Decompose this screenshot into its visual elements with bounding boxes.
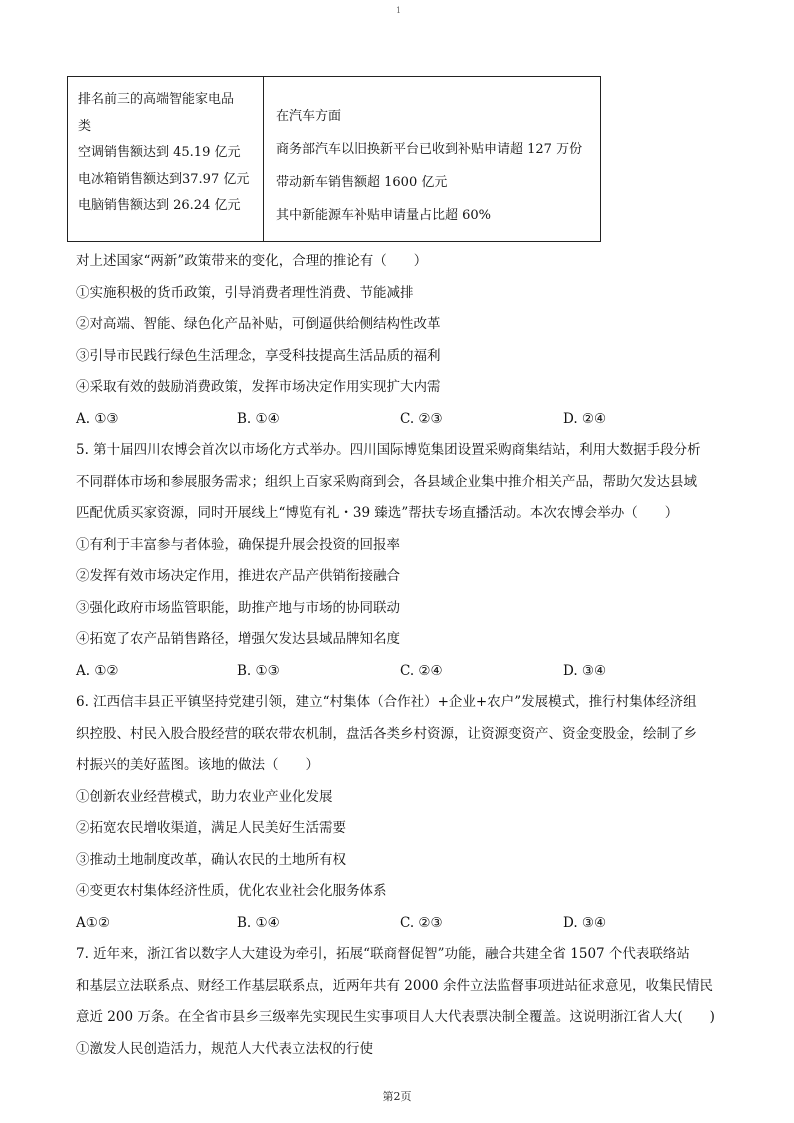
table-text-line: 商务部汽车以旧换新平台已收到补贴申请超 127 万份 xyxy=(276,142,583,157)
table-text-line: 其中新能源车补贴申请量占比超 60% xyxy=(276,208,492,223)
question-6-stem: 村振兴的美好蓝图。该地的做法（ ） xyxy=(76,757,319,773)
statement-item: ①激发人民创造活力，规范人大代表立法权的行使 xyxy=(76,1040,373,1057)
option-b[interactable]: B. ①④ xyxy=(237,914,280,931)
question-5-stem: 不同群体市场和参展服务需求；组织上百家采购商到会，各县域企业集中推介相关产品，帮助欠发达县域 xyxy=(76,473,697,490)
option-d[interactable]: D. ②④ xyxy=(563,410,607,427)
table-text-line: 电冰箱销售额达到37.97 亿元 xyxy=(78,171,250,187)
option-a[interactable]: A. ①② xyxy=(76,662,119,679)
page-number: 第2页 xyxy=(382,1090,412,1103)
statement-item: ④变更农村集体经济性质，优化农业社会化服务体系 xyxy=(76,883,387,899)
table-text-line: 在汽车方面 xyxy=(276,109,342,124)
table-text-line: 电脑销售额达到 26.24 亿元 xyxy=(78,198,241,213)
question-7-stem: 和基层立法联系点、财经工作基层联系点，近两年共有 2000 余件立法监督事项进站征求意见，收集民情民 xyxy=(76,977,713,994)
question-7-stem: 7. 近年来，浙江省以数字人大建设为牵引，拓展“联商督促智”功能，融合共建全省 1507 个代表联络站 xyxy=(76,946,690,962)
question-6-options xyxy=(76,908,726,940)
question-4-options xyxy=(76,404,726,436)
statement-item: ①有利于丰富参与者体验，确保提升展会投资的回报率 xyxy=(76,536,400,553)
data-table xyxy=(67,76,601,242)
statement-item: ③引导市民践行绿色生活理念，享受科技提高生活品质的福利 xyxy=(76,347,441,364)
statement-item: ②对高端、智能、绿色化产品补贴，可倒逼供给侧结构性改革 xyxy=(76,316,441,332)
statement-item: ②发挥有效市场决定作用，推进农产品产供销衔接融合 xyxy=(76,568,400,584)
option-b[interactable]: B. ①④ xyxy=(237,410,280,427)
statement-item: ③推动土地制度改革，确认农民的土地所有权 xyxy=(76,851,346,868)
option-c[interactable]: C. ②③ xyxy=(400,410,443,427)
option-c[interactable]: C. ②④ xyxy=(400,662,443,679)
statement-item: ④采取有效的鼓励消费政策，发挥市场决定作用实现扩大内需 xyxy=(76,379,441,395)
table-text-line: 类 xyxy=(78,118,92,134)
option-a[interactable]: A. ①③ xyxy=(76,410,119,427)
question-7-stem: 意近 200 万条。在全省市县乡三级率先实现民生实事项目人大代表票决制全覆盖。这说明浙江省人大( ) xyxy=(76,1009,715,1025)
option-c[interactable]: C. ②③ xyxy=(400,914,443,931)
question-6-stem: 织控股、村民入股合股经营的联农带农机制，盘活各类乡村资源，让资源变资产、资金变股金，绘制了乡 xyxy=(76,725,697,742)
statement-item: ①创新农业经营模式，助力农业产业化发展 xyxy=(76,788,333,805)
header-mark: 1 xyxy=(396,6,402,15)
statement-item: ②拓宽农民增收渠道，满足人民美好生活需要 xyxy=(76,820,346,836)
option-a[interactable]: A①② xyxy=(76,914,110,931)
table-text-line: 空调销售额达到 45.19 亿元 xyxy=(78,145,241,160)
table-cell-automobiles xyxy=(264,77,600,241)
question-5-options xyxy=(76,656,726,688)
statement-item: ④拓宽了农产品销售路径，增强欠发达县域品牌知名度 xyxy=(76,631,400,647)
table-text-line: 排名前三的高端智能家电品 xyxy=(78,92,235,107)
question-body xyxy=(76,246,726,1065)
question-5-stem: 匹配优质买家资源，同时开展线上“博览有礼・39 臻选”帮扶专场直播活动。本次农博会举办（ ） xyxy=(76,505,679,521)
table-cell-appliances xyxy=(68,77,264,241)
statement-item: ①实施积极的货币政策，引导消费者理性消费、节能减排 xyxy=(76,284,414,301)
statement-item: ③强化政府市场监管职能，助推产地与市场的协同联动 xyxy=(76,599,400,616)
question-6-stem: 6. 江西信丰县正平镇坚持党建引领，建立“村集体（合作社）+企业+农户”发展模式，推行村集体经济组 xyxy=(76,694,697,710)
question-4-stem: 对上述国家“两新”政策带来的变化，合理的推论有（ ） xyxy=(76,253,428,269)
option-d[interactable]: D. ③④ xyxy=(563,914,607,931)
question-5-stem: 5. 第十届四川农博会首次以市场化方式举办。四川国际博览集团设置采购商集结站，利用大数据手段分析 xyxy=(76,442,701,458)
option-d[interactable]: D. ③④ xyxy=(563,662,607,679)
option-b[interactable]: B. ①③ xyxy=(237,662,280,679)
table-text-line: 带动新车销售额超 1600 亿元 xyxy=(276,175,448,190)
